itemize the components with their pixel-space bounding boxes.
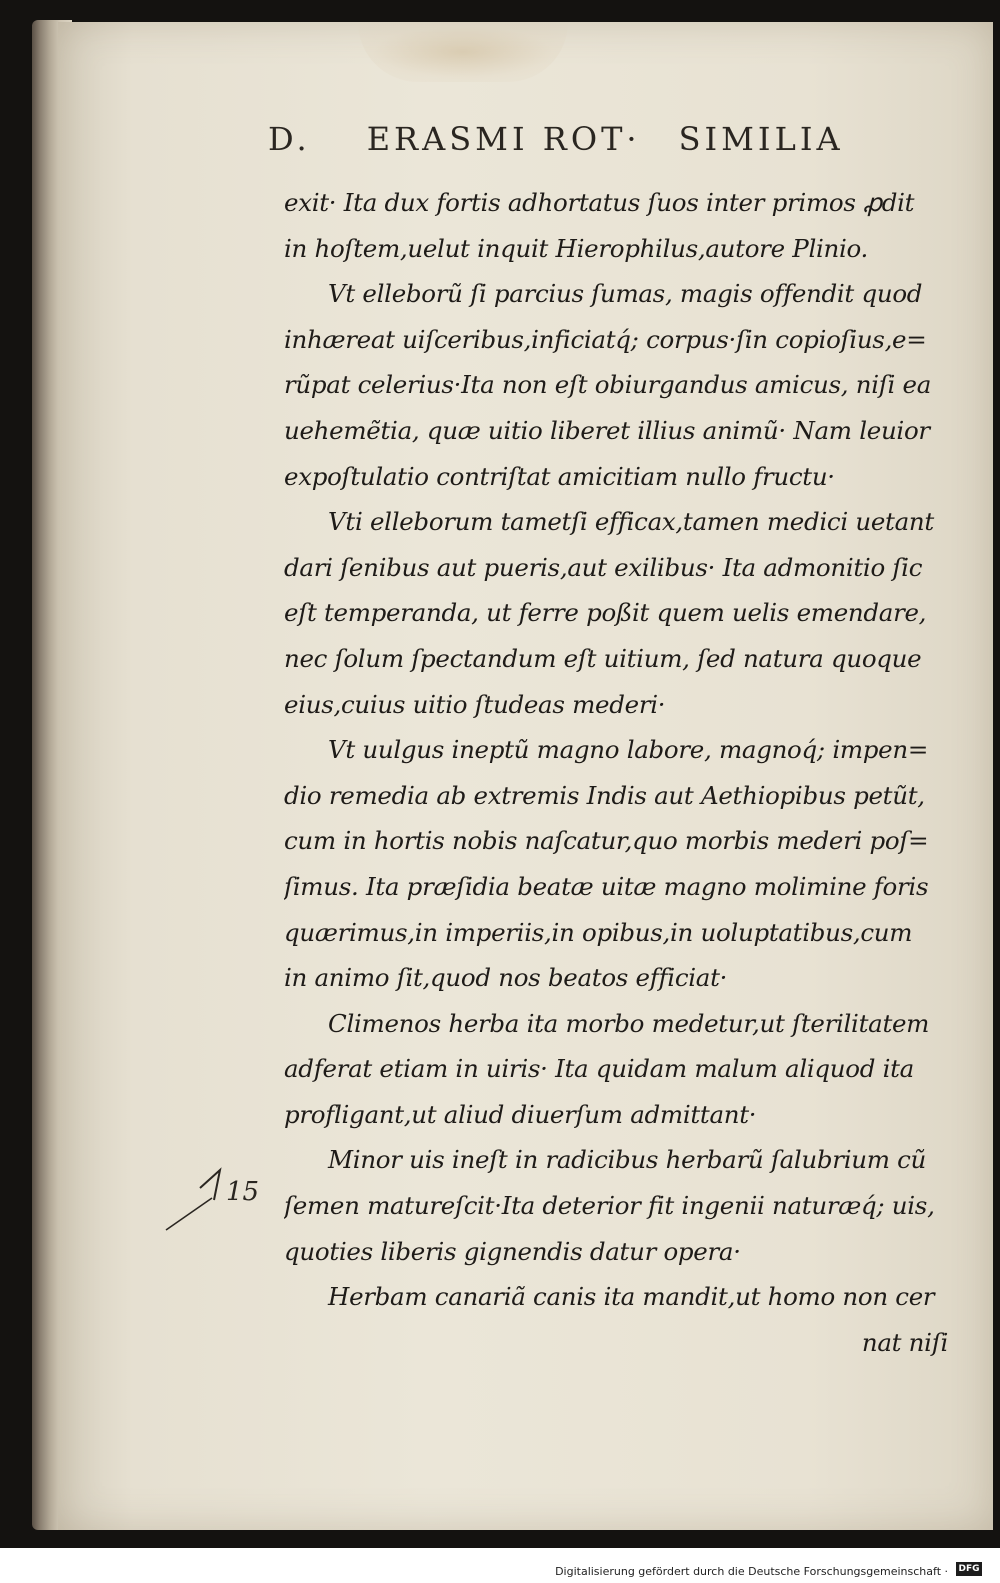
text-line: Vt uulgus ineptũ magno labore, magnoq́; impen= xyxy=(328,735,929,765)
header-title: SIMILIA xyxy=(678,120,844,158)
text-line: Vti elleborum tametſi efficax,tamen medici uetant xyxy=(328,507,934,537)
text-line: cum in hortis nobis naſcatur,quo morbis mederi poſ= xyxy=(284,826,929,856)
text-line: eius,cuius uitio ſtudeas mederi· xyxy=(284,689,666,719)
text-line: quærimus,in imperiis,in opibus,in uoluptatibus,cum xyxy=(284,917,913,947)
footer-credit: Digitalisierung gefördert durch die Deutsche Forschungsgemeinschaft · xyxy=(555,1565,948,1578)
margin-note-text: 15 xyxy=(226,1177,260,1207)
running-header xyxy=(268,120,888,158)
header-initial: D. xyxy=(268,120,311,158)
catchword-line: nat niſi xyxy=(861,1327,948,1357)
body-text xyxy=(284,180,956,1365)
text-line: adferat etiam in uiris· Ita quidam malum aliquod ita xyxy=(284,1054,914,1084)
handwritten-margin-note xyxy=(160,1160,280,1240)
header-author: ERASMI ROT· xyxy=(366,120,641,158)
text-line: eſt temperanda, ut ferre poßit quem uelis emendare, xyxy=(284,598,927,628)
text-line: rũpat celerius·Ita non eſt obiurgandus amicus, niſi ea xyxy=(284,370,932,400)
text-line: in hoſtem,uelut inquit Hierophilus,autore Plinio. xyxy=(284,233,869,263)
text-line: uehemẽtia, quæ uitio liberet illius animũ· Nam leuior xyxy=(284,415,930,445)
text-line: Minor uis ineſt in radicibus herbarũ ſalubrium cũ xyxy=(328,1145,927,1175)
text-line: expoſtulatio contriſtat amicitiam nullo fructu· xyxy=(284,461,835,491)
text-line: Herbam canariã canis ita mandit,ut homo non cer xyxy=(328,1282,935,1312)
text-line: exit· Ita dux fortis adhortatus ſuos inter primos ꝓdit xyxy=(284,188,915,217)
text-line: ſemen matureſcit·Ita deterior fit ingenii naturæq́; uis, xyxy=(284,1191,935,1221)
text-line: in animo ſit,quod nos beatos efficiat· xyxy=(284,963,728,993)
text-line: nec ſolum ſpectandum eſt uitium, ſed natura quoque xyxy=(284,643,922,673)
text-line: Vt elleborũ ſi parcius ſumas, magis offendit quod xyxy=(328,279,923,309)
dfg-logo: DFG xyxy=(956,1562,982,1576)
paper-stain xyxy=(358,22,568,82)
text-line: dari ſenibus aut pueris,aut exilibus· Ita admonitio ſic xyxy=(284,552,923,582)
text-line: inhæreat uiſceribus,inficiatq́; corpus·ſin copioſius,e= xyxy=(284,324,927,354)
text-line: profligant,ut aliud diuerſum admittant· xyxy=(284,1099,757,1129)
text-line: dio remedia ab extremis Indis aut Aethiopibus petũt, xyxy=(284,780,925,810)
text-line: ſimus. Ita præſidia beatæ uitæ magno molimine foris xyxy=(284,871,929,901)
text-line: quoties liberis gignendis datur opera· xyxy=(284,1236,741,1266)
text-line: Climenos herba ita morbo medetur,ut ſterilitatem xyxy=(328,1008,930,1038)
